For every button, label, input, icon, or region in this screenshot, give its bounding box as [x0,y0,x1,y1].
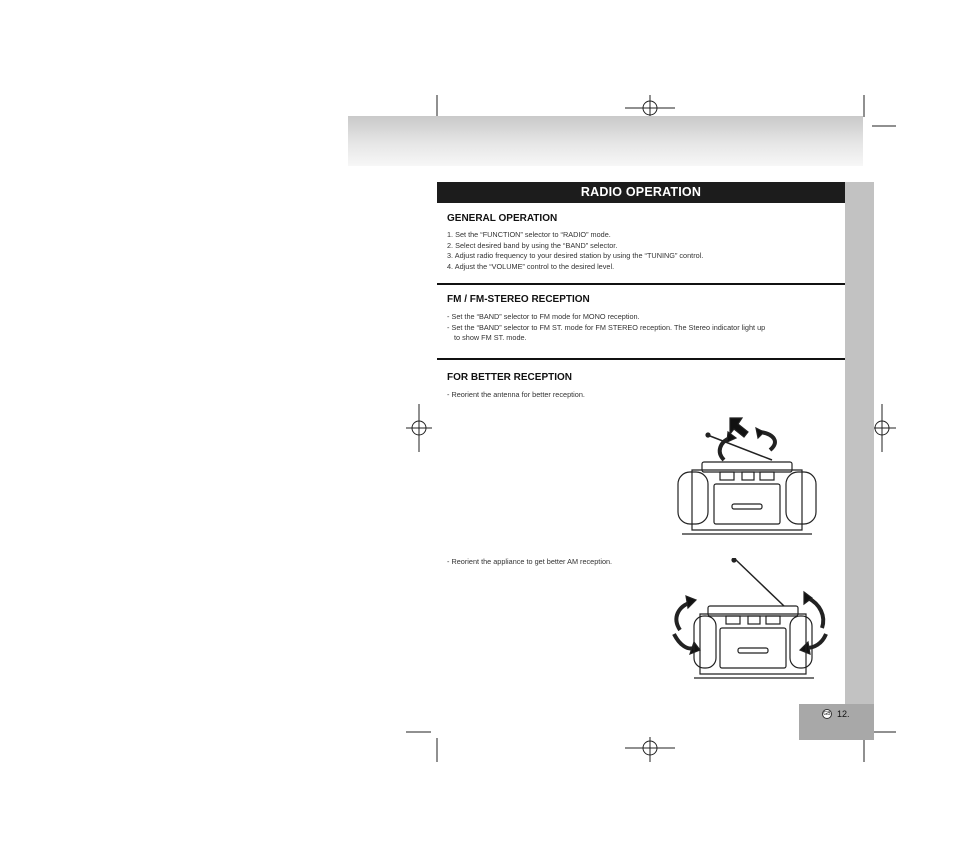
fm-list [447,312,837,344]
header-band [348,116,863,166]
list-item: to show FM ST. mode. [454,333,527,342]
divider [437,358,845,360]
page-number-text: 12. [837,709,850,719]
list-item: - Set the “BAND” selector to FM mode for MONO reception. [447,312,640,321]
page-number [822,709,850,719]
list-item: 2. Select desired band by using the “BAND” selector. [447,240,618,250]
section-title-general: GENERAL OPERATION [447,213,558,224]
boombox-antenna-illustration [672,412,822,542]
page-title: RADIO OPERATION [437,182,845,203]
section-title-better: FOR BETTER RECEPTION [447,372,573,383]
general-steps-list [447,230,837,272]
list-item: 3. Adjust radio frequency to your desired station by using the “TUNING” control. [447,251,704,260]
note-appliance: - Reorient the appliance to get better AM reception. [447,557,613,566]
boombox-rotate-illustration [664,558,836,688]
list-item: 4. Adjust the “VOLUME” control to the desired level. [447,261,615,271]
flag-icon: GB [823,711,831,717]
list-item: 1. Set the “FUNCTION” selector to “RADIO” mode. [447,230,611,239]
section-title-fm: FM / FM-STEREO RECEPTION [447,294,590,305]
side-tab [845,182,874,740]
note-antenna: - Reorient the antenna for better reception. [447,390,585,399]
divider [437,283,845,285]
list-item: - Set the “BAND” selector to FM ST. mode for FM STEREO reception. The Stereo indicator light up [447,322,766,332]
